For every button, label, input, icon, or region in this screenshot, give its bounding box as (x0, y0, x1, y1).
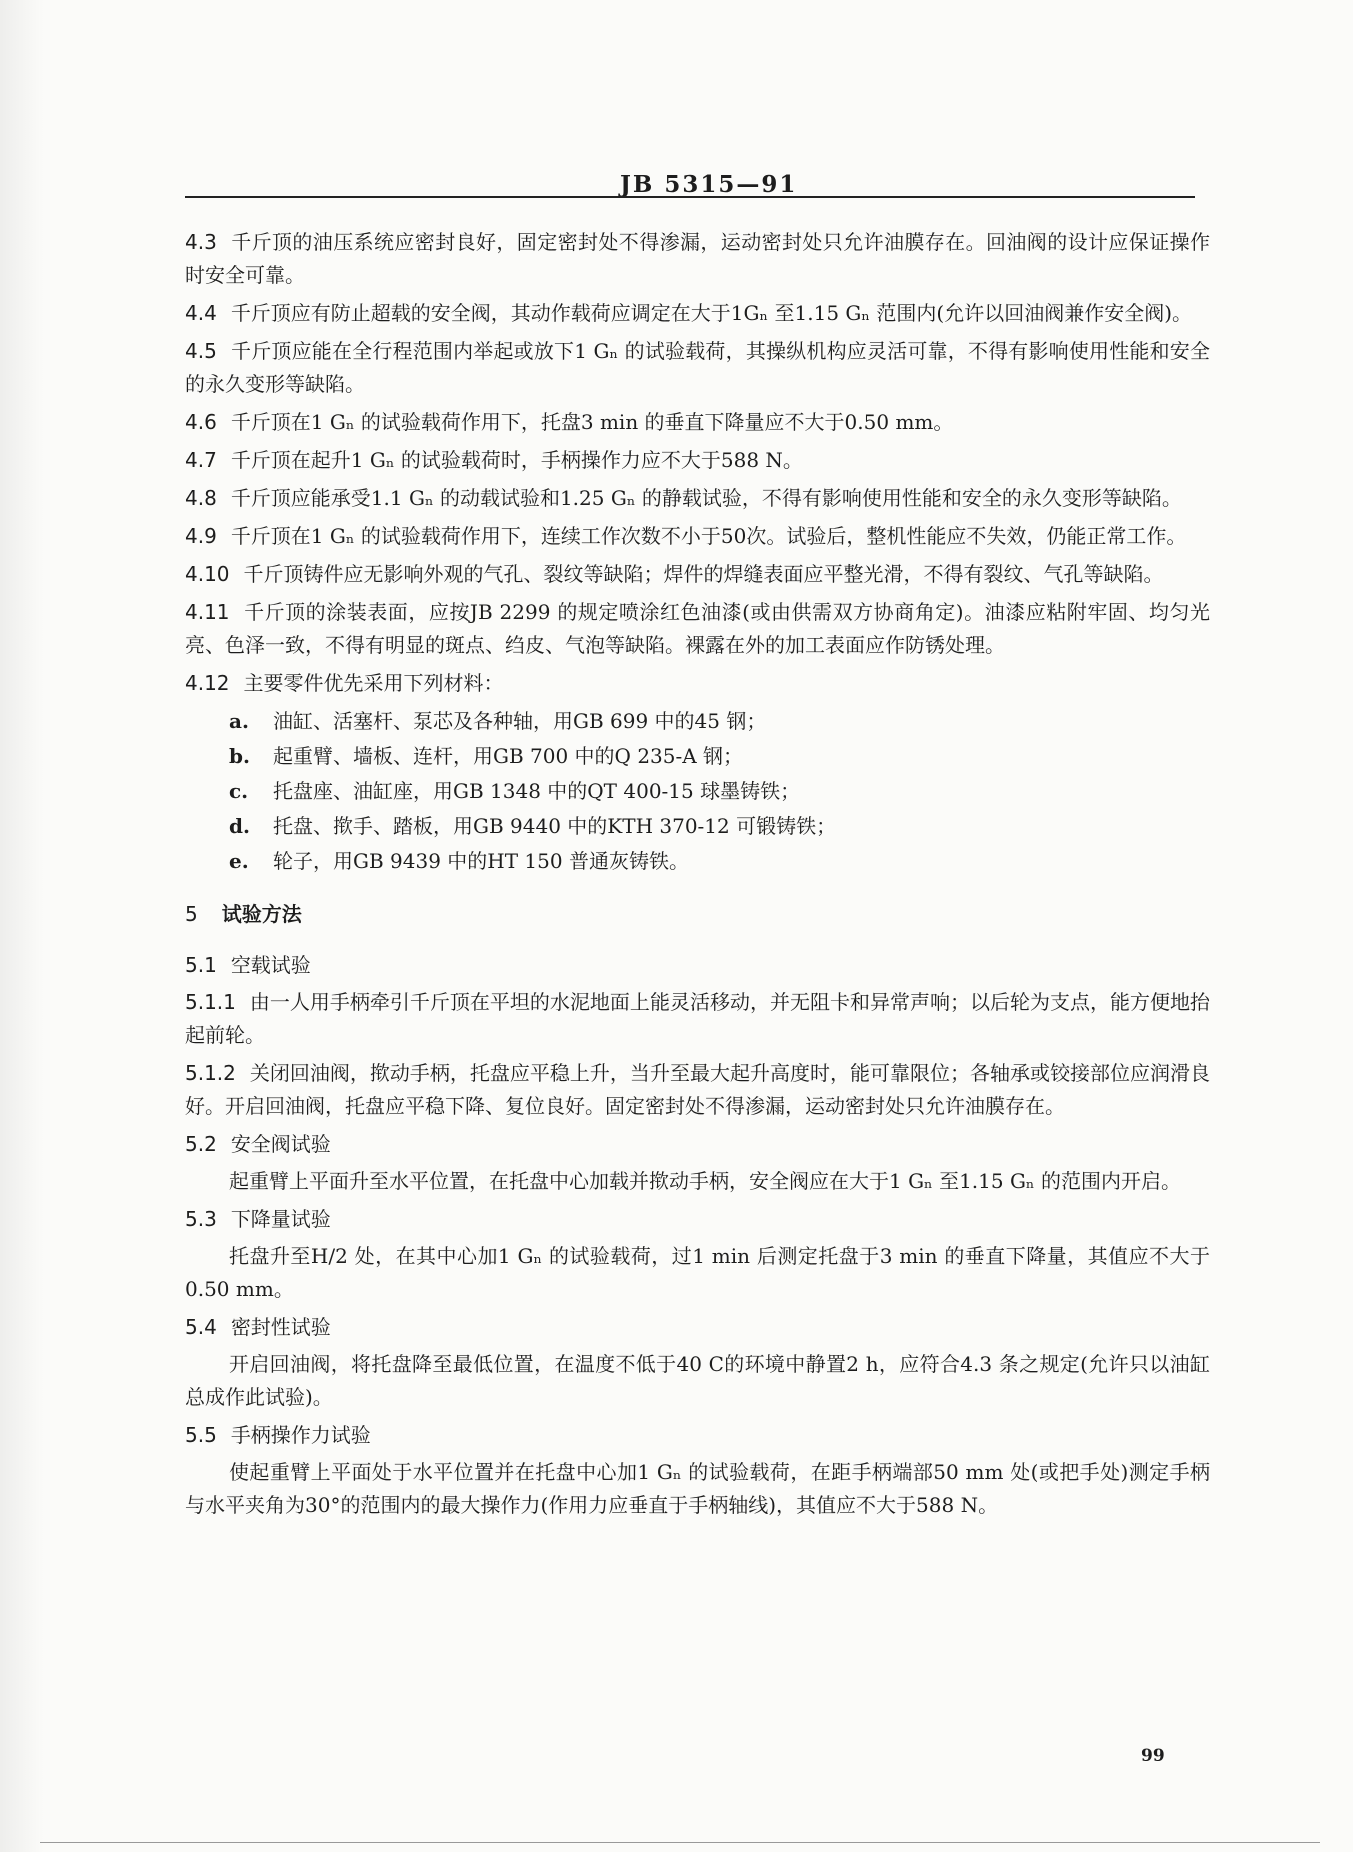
clause-number: 5.1 (185, 953, 217, 977)
clause-5-1-2 (185, 1057, 1210, 1123)
clause-4-5 (185, 335, 1210, 401)
list-item-text: 托盘座、油缸座，用GB 1348 中的QT 400-15 球墨铸铁； (273, 779, 801, 803)
clause-text: 由一人用手柄牵引千斤顶在平坦的水泥地面上能灵活移动，并无阻卡和异常声响；以后轮为支点，能方便地抬起前轮。 (185, 990, 1210, 1047)
clause-text: 千斤顶在起升1 Gₙ 的试验载荷时，手柄操作力应不大于588 N。 (230, 448, 803, 472)
scan-edge-shadow (0, 0, 44, 1852)
clause-text: 千斤顶在1 Gₙ 的试验载荷作用下，连续工作次数不小于50次。试验后，整机性能应不失效，仍能正常工作。 (230, 524, 1187, 548)
clause-5-2 (185, 1128, 1210, 1161)
clause-number: 5.2 (185, 1132, 217, 1156)
document-code-header: JB 5315—91 (620, 171, 798, 198)
clause-5-1-1 (185, 986, 1210, 1052)
list-marker: a. (229, 709, 249, 733)
list-marker: c. (229, 779, 249, 803)
clause-number: 4.4 (185, 301, 217, 325)
clause-4-4 (185, 297, 1210, 330)
clause-number: 4.11 (185, 600, 230, 624)
clause-4-9 (185, 520, 1210, 553)
list-marker: b. (229, 744, 250, 768)
clause-number: 4.10 (185, 562, 230, 586)
clause-number: 4.5 (185, 339, 217, 363)
clause-5-4-body: 开启回油阀，将托盘降至最低位置，在温度不低于40 C的环境中静置2 h，应符合4.3 条之规定(允许只以油缸总成作此试验)。 (185, 1352, 1210, 1409)
list-item-text: 起重臂、墙板、连杆，用GB 700 中的Q 235-A 钢； (273, 744, 744, 768)
list-marker: d. (229, 814, 250, 838)
clause-title: 下降量试验 (230, 1207, 331, 1231)
clause-title: 空载试验 (230, 953, 311, 977)
clause-4-11 (185, 596, 1210, 662)
clause-number: 4.8 (185, 486, 217, 510)
clause-text: 关闭回油阀，揿动手柄，托盘应平稳上升，当升至最大起升高度时，能可靠限位；各轴承或铰接部位应润滑良好。开启回油阀，托盘应平稳下降、复位良好。固定密封处不得渗漏，运动密封处只允许油膜存在。 (185, 1061, 1210, 1118)
document-body (185, 226, 1210, 1527)
clause-text: 主要零件优先采用下列材料： (243, 671, 504, 695)
clause-number: 5.3 (185, 1207, 217, 1231)
clause-number: 4.7 (185, 448, 217, 472)
scan-bottom-edge (40, 1842, 1320, 1843)
clause-number: 4.6 (185, 410, 217, 434)
clause-5-2-body: 起重臂上平面升至水平位置，在托盘中心加载并揿动手柄，安全阀应在大于1 Gₙ 至1.15 Gₙ 的范围内开启。 (229, 1169, 1181, 1193)
clause-title: 手柄操作力试验 (230, 1423, 371, 1447)
clause-4-8 (185, 482, 1210, 515)
clause-4-12 (185, 667, 1210, 700)
clause-text: 千斤顶铸件应无影响外观的气孔、裂纹等缺陷；焊件的焊缝表面应平整光滑，不得有裂纹、气孔等缺陷。 (243, 562, 1164, 586)
clause-5-5 (185, 1419, 1210, 1452)
clause-number: 5.4 (185, 1315, 217, 1339)
list-item (229, 845, 1210, 878)
list-item (229, 705, 1210, 738)
chapter-5-heading (185, 898, 1210, 931)
clause-4-6 (185, 406, 1210, 439)
list-item-text: 轮子，用GB 9439 中的HT 150 普通灰铸铁。 (273, 849, 689, 873)
clause-number: 5.1.2 (185, 1061, 236, 1085)
clause-5-4 (185, 1311, 1210, 1344)
list-item-text: 油缸、活塞杆、泵芯及各种轴，用GB 699 中的45 钢； (273, 709, 767, 733)
materials-list (185, 705, 1210, 878)
clause-number: 4.3 (185, 230, 217, 254)
clause-text: 千斤顶的涂装表面，应按JB 2299 的规定喷涂红色油漆(或由供需双方协商角定)。油漆应粘附牢固、均匀光亮、色泽一致，不得有明显的斑点、绉皮、气泡等缺陷。裸露在外的加工表面应作防锈处理。 (185, 600, 1210, 657)
clause-title: 安全阀试验 (230, 1132, 331, 1156)
clause-5-3-body: 托盘升至H/2 处，在其中心加1 Gₙ 的试验载荷，过1 min 后测定托盘于3 min 的垂直下降量，其值应不大于0.50 mm。 (185, 1244, 1210, 1301)
clause-title: 密封性试验 (230, 1315, 331, 1339)
list-item (229, 775, 1210, 808)
clause-5-5-body: 使起重臂上平面处于水平位置并在托盘中心加1 Gₙ 的试验载荷，在距手柄端部50 mm 处(或把手处)测定手柄与水平夹角为30°的范围内的最大操作力(作用力应垂直于手柄轴线)，其值应不大于588 N。 (185, 1460, 1210, 1517)
list-item-text: 托盘、揿手、踏板，用GB 9440 中的KTH 370-12 可锻铸铁； (273, 814, 837, 838)
chapter-title: 试验方法 (221, 902, 302, 926)
clause-text: 千斤顶应能在全行程范围内举起或放下1 Gₙ 的试验载荷，其操纵机构应灵活可靠，不得有影响使用性能和安全的永久变形等缺陷。 (185, 339, 1210, 396)
clause-text: 千斤顶的油压系统应密封良好，固定密封处不得渗漏，运动密封处只允许油膜存在。回油阀的设计应保证操作时安全可靠。 (185, 230, 1210, 287)
clause-text: 千斤顶在1 Gₙ 的试验载荷作用下，托盘3 min 的垂直下降量应不大于0.50 mm。 (230, 410, 954, 434)
clause-text: 千斤顶应能承受1.1 Gₙ 的动载试验和1.25 Gₙ 的静载试验，不得有影响使用性能和安全的永久变形等缺陷。 (230, 486, 1182, 510)
header-rule (185, 196, 1195, 198)
list-item (229, 740, 1210, 773)
clause-number: 4.9 (185, 524, 217, 548)
list-item (229, 810, 1210, 843)
clause-4-10 (185, 558, 1210, 591)
page-number: 99 (1141, 1746, 1165, 1766)
chapter-number: 5 (185, 902, 198, 926)
clause-number: 4.12 (185, 671, 230, 695)
clause-5-3 (185, 1203, 1210, 1236)
clause-4-3 (185, 226, 1210, 292)
clause-5-1 (185, 949, 1210, 982)
clause-number: 5.1.1 (185, 990, 236, 1014)
clause-text: 千斤顶应有防止超载的安全阀，其动作载荷应调定在大于1Gₙ 至1.15 Gₙ 范围内(允许以回油阀兼作安全阀)。 (230, 301, 1193, 325)
list-marker: e. (229, 849, 249, 873)
clause-4-7 (185, 444, 1210, 477)
clause-number: 5.5 (185, 1423, 217, 1447)
